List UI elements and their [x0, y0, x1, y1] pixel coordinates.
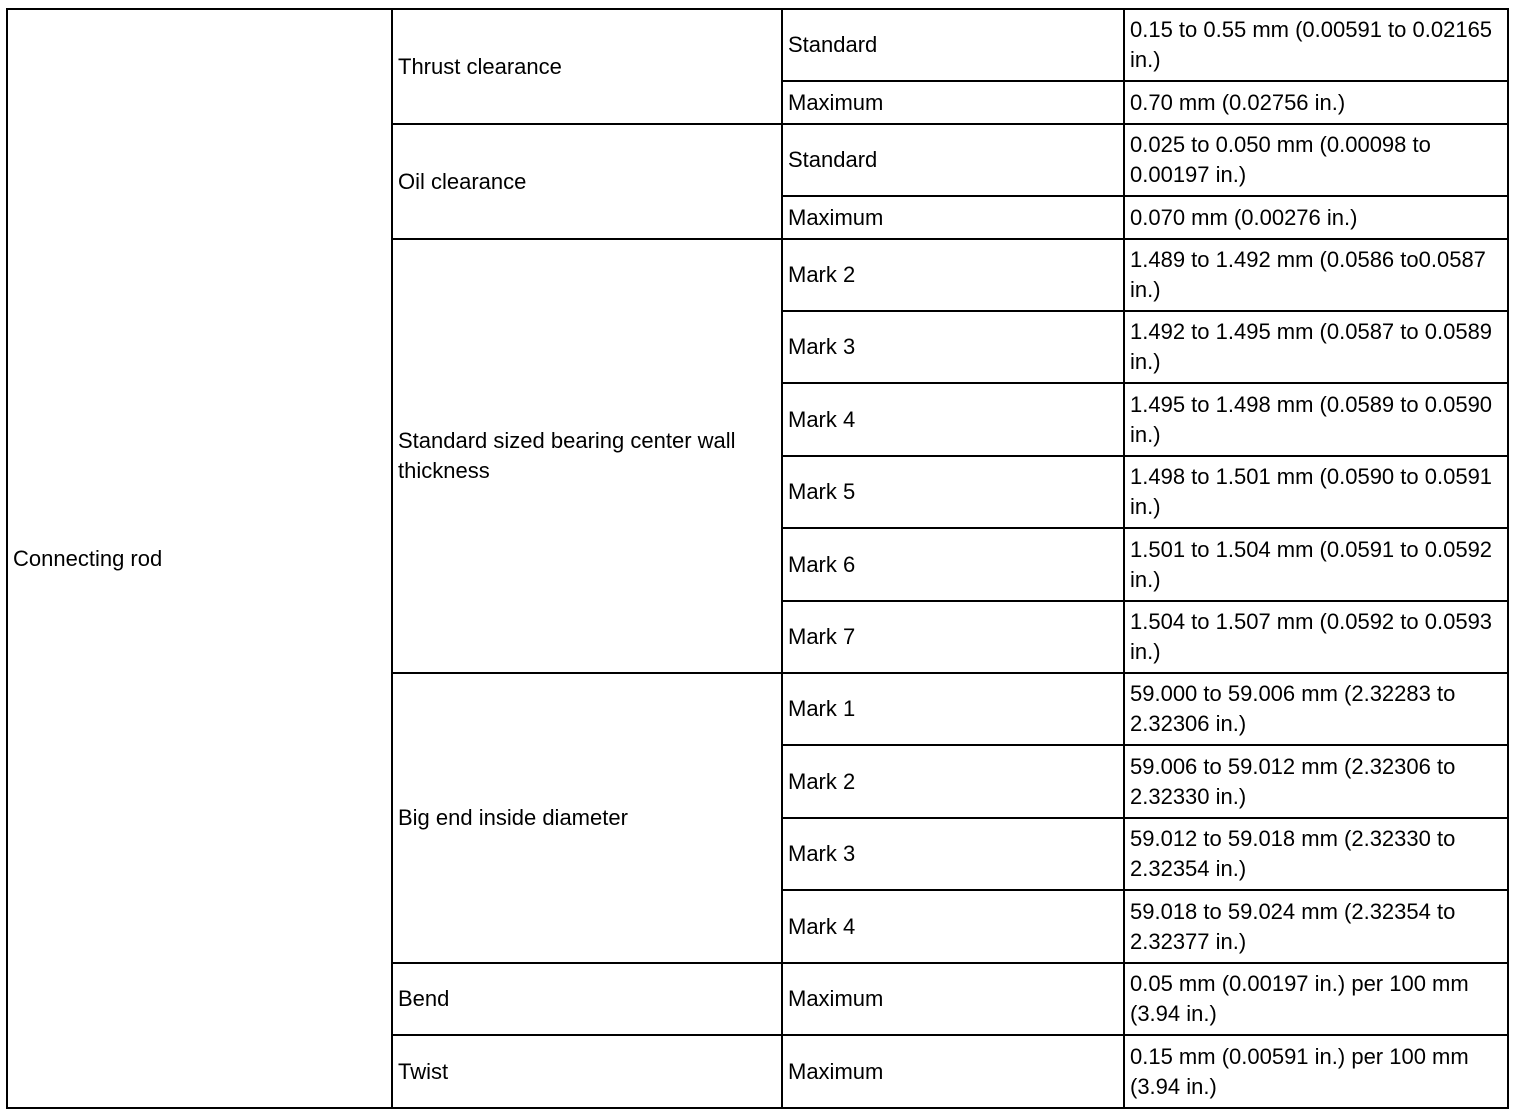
- item-cell-bend: Bend: [392, 963, 782, 1035]
- value-cell: 1.501 to 1.504 mm (0.0591 to 0.0592 in.): [1124, 528, 1508, 601]
- condition-cell: Mark 4: [782, 890, 1124, 963]
- component-cell: Connecting rod: [7, 9, 392, 1108]
- condition-cell: Maximum: [782, 963, 1124, 1035]
- condition-cell: Maximum: [782, 81, 1124, 124]
- value-cell: 1.495 to 1.498 mm (0.0589 to 0.0590 in.): [1124, 383, 1508, 456]
- condition-cell: Mark 5: [782, 456, 1124, 528]
- value-cell: 1.492 to 1.495 mm (0.0587 to 0.0589 in.): [1124, 311, 1508, 383]
- value-cell: 59.018 to 59.024 mm (2.32354 to 2.32377 in.): [1124, 890, 1508, 963]
- value-cell: 1.498 to 1.501 mm (0.0590 to 0.0591 in.): [1124, 456, 1508, 528]
- item-cell-oil-clearance: Oil clearance: [392, 124, 782, 239]
- condition-cell: Mark 2: [782, 745, 1124, 818]
- value-cell: 0.05 mm (0.00197 in.) per 100 mm (3.94 in.): [1124, 963, 1508, 1035]
- condition-cell: Standard: [782, 124, 1124, 196]
- value-cell: 0.15 mm (0.00591 in.) per 100 mm (3.94 in.): [1124, 1035, 1508, 1108]
- value-cell: 59.000 to 59.006 mm (2.32283 to 2.32306 in.): [1124, 673, 1508, 745]
- value-cell: 0.070 mm (0.00276 in.): [1124, 196, 1508, 239]
- item-cell-big-end-inside-diameter: Big end inside diameter: [392, 673, 782, 963]
- value-cell: 0.70 mm (0.02756 in.): [1124, 81, 1508, 124]
- value-cell: 59.012 to 59.018 mm (2.32330 to 2.32354 in.): [1124, 818, 1508, 890]
- item-cell-bearing-wall-thickness: Standard sized bearing center wall thickness: [392, 239, 782, 673]
- condition-cell: Mark 2: [782, 239, 1124, 311]
- condition-cell: Mark 7: [782, 601, 1124, 673]
- item-cell-thrust-clearance: Thrust clearance: [392, 9, 782, 124]
- connecting-rod-spec-table: [6, 8, 1509, 1109]
- condition-cell: Standard: [782, 9, 1124, 81]
- value-cell: 0.025 to 0.050 mm (0.00098 to 0.00197 in.): [1124, 124, 1508, 196]
- condition-cell: Mark 3: [782, 818, 1124, 890]
- condition-cell: Mark 6: [782, 528, 1124, 601]
- condition-cell: Mark 3: [782, 311, 1124, 383]
- value-cell: 0.15 to 0.55 mm (0.00591 to 0.02165 in.): [1124, 9, 1508, 81]
- condition-cell: Maximum: [782, 1035, 1124, 1108]
- table-row: [7, 9, 1508, 81]
- value-cell: 1.489 to 1.492 mm (0.0586 to0.0587 in.): [1124, 239, 1508, 311]
- item-cell-twist: Twist: [392, 1035, 782, 1108]
- value-cell: 59.006 to 59.012 mm (2.32306 to 2.32330 in.): [1124, 745, 1508, 818]
- condition-cell: Maximum: [782, 196, 1124, 239]
- condition-cell: Mark 4: [782, 383, 1124, 456]
- condition-cell: Mark 1: [782, 673, 1124, 745]
- value-cell: 1.504 to 1.507 mm (0.0592 to 0.0593 in.): [1124, 601, 1508, 673]
